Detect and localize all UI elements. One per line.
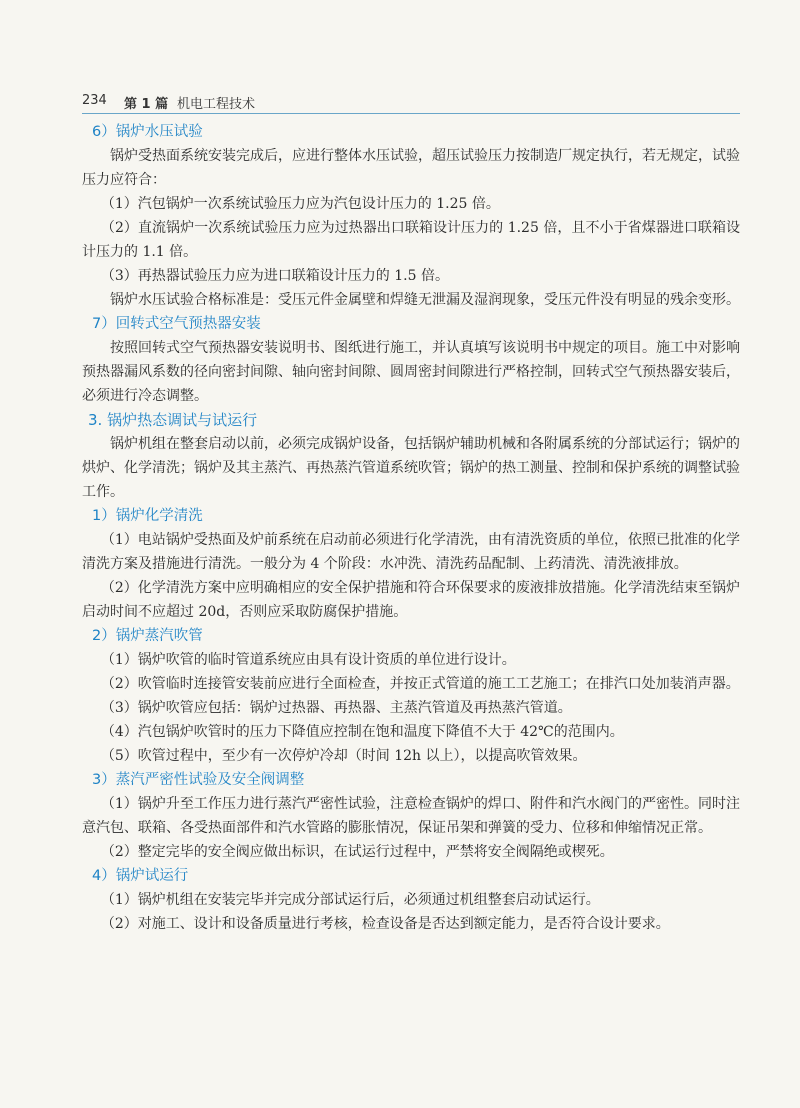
list-item: （3）锅炉吹管应包括：锅炉过热器、再热器、主蒸汽管道及再热蒸汽管道。 xyxy=(100,700,572,716)
list-item: （4）汽包锅炉吹管时的压力下降值应控制在饱和温度下降值不大于 42℃的范围内。 xyxy=(100,724,624,740)
section-heading-7: 7）回转式空气预热器安装 xyxy=(92,316,261,332)
list-item: （2）整定完毕的安全阀应做出标识，在试运行过程中，严禁将安全阀隔绝或楔死。 xyxy=(100,844,614,860)
list-item: （1）汽包锅炉一次系统试验压力应为汽包设计压力的 1.25 倍。 xyxy=(100,196,500,212)
paragraph: 锅炉机组在整套启动以前，必须完成锅炉设备，包括锅炉辅助机械和各附属系统的分部试运行；锅炉的烘炉、化学清洗；锅炉及其主蒸汽、再热蒸汽管道系统吹管；锅炉的热工测量、控制和保护系统的调整试验工作。 xyxy=(82,436,740,500)
subsection-heading-2: 2）锅炉蒸汽吹管 xyxy=(92,628,203,644)
list-item: （2）直流锅炉一次系统试验压力应为过热器出口联箱设计压力的 1.25 倍，且不小于省煤器进口联箱设计压力的 1.1 倍。 xyxy=(82,220,740,260)
list-item: （2）吹管临时连接管安装前应进行全面检查，并按正式管道的施工工艺施工；在排汽口处加装消声器。 xyxy=(100,676,740,692)
list-item: （1）锅炉升至工作压力进行蒸汽严密性试验，注意检查锅炉的焊口、附件和汽水阀门的严密性。同时注意汽包、联箱、各受热面部件和汽水管路的膨胀情况，保证吊架和弹簧的受力、位移和伸缩情况正常。 xyxy=(82,796,740,836)
header-divider xyxy=(82,113,740,114)
part-label: 第 1 篇 xyxy=(124,97,169,112)
section-heading-3: 3. 锅炉热态调试与试运行 xyxy=(88,411,258,429)
list-item: （1）锅炉机组在安装完毕并完成分部试运行后，必须通过机组整套启动试运行。 xyxy=(100,892,600,908)
subsection-heading-4: 4）锅炉试运行 xyxy=(92,868,189,884)
running-header xyxy=(82,93,740,111)
section-heading-6: 6）锅炉水压试验 xyxy=(92,124,203,140)
list-item: （2）对施工、设计和设备质量进行考核，检查设备是否达到额定能力，是否符合设计要求。 xyxy=(100,916,670,932)
list-item: （3）再热器试验压力应为进口联箱设计压力的 1.5 倍。 xyxy=(100,268,449,284)
body-text xyxy=(82,120,740,936)
paragraph: 锅炉受热面系统安装完成后，应进行整体水压试验，超压试验压力按制造厂规定执行，若无规定，试验压力应符合： xyxy=(82,148,740,188)
list-item: （5）吹管过程中，至少有一次停炉冷却（时间 12h 以上），以提高吹管效果。 xyxy=(100,748,587,764)
part-title: 机电工程技术 xyxy=(177,97,256,112)
list-item: （1）电站锅炉受热面及炉前系统在启动前必须进行化学清洗，由有清洗资质的单位，依照已批准的化学清洗方案及措施进行清洗。一般分为 4 个阶段：水冲洗、清洗药品配制、上药清洗、清洗液排放。 xyxy=(82,532,740,572)
page-number: 234 xyxy=(82,93,107,108)
paragraph: 按照回转式空气预热器安装说明书、图纸进行施工，并认真填写该说明书中规定的项目。施工中对影响预热器漏风系数的径向密封间隙、轴向密封间隙、圆周密封间隙进行严格控制，回转式空气预热器安装后，必须进行冷态调整。 xyxy=(82,340,740,404)
list-item: （2）化学清洗方案中应明确相应的安全保护措施和符合环保要求的废液排放措施。化学清洗结束至锅炉启动时间不应超过 20d，否则应采取防腐保护措施。 xyxy=(82,580,740,620)
subsection-heading-1: 1）锅炉化学清洗 xyxy=(92,508,203,524)
paragraph: 锅炉水压试验合格标准是：受压元件金属壁和焊缝无泄漏及湿润现象，受压元件没有明显的残余变形。 xyxy=(110,292,740,308)
list-item: （1）锅炉吹管的临时管道系统应由具有设计资质的单位进行设计。 xyxy=(100,652,516,668)
subsection-heading-3: 3）蒸汽严密性试验及安全阀调整 xyxy=(92,772,305,788)
